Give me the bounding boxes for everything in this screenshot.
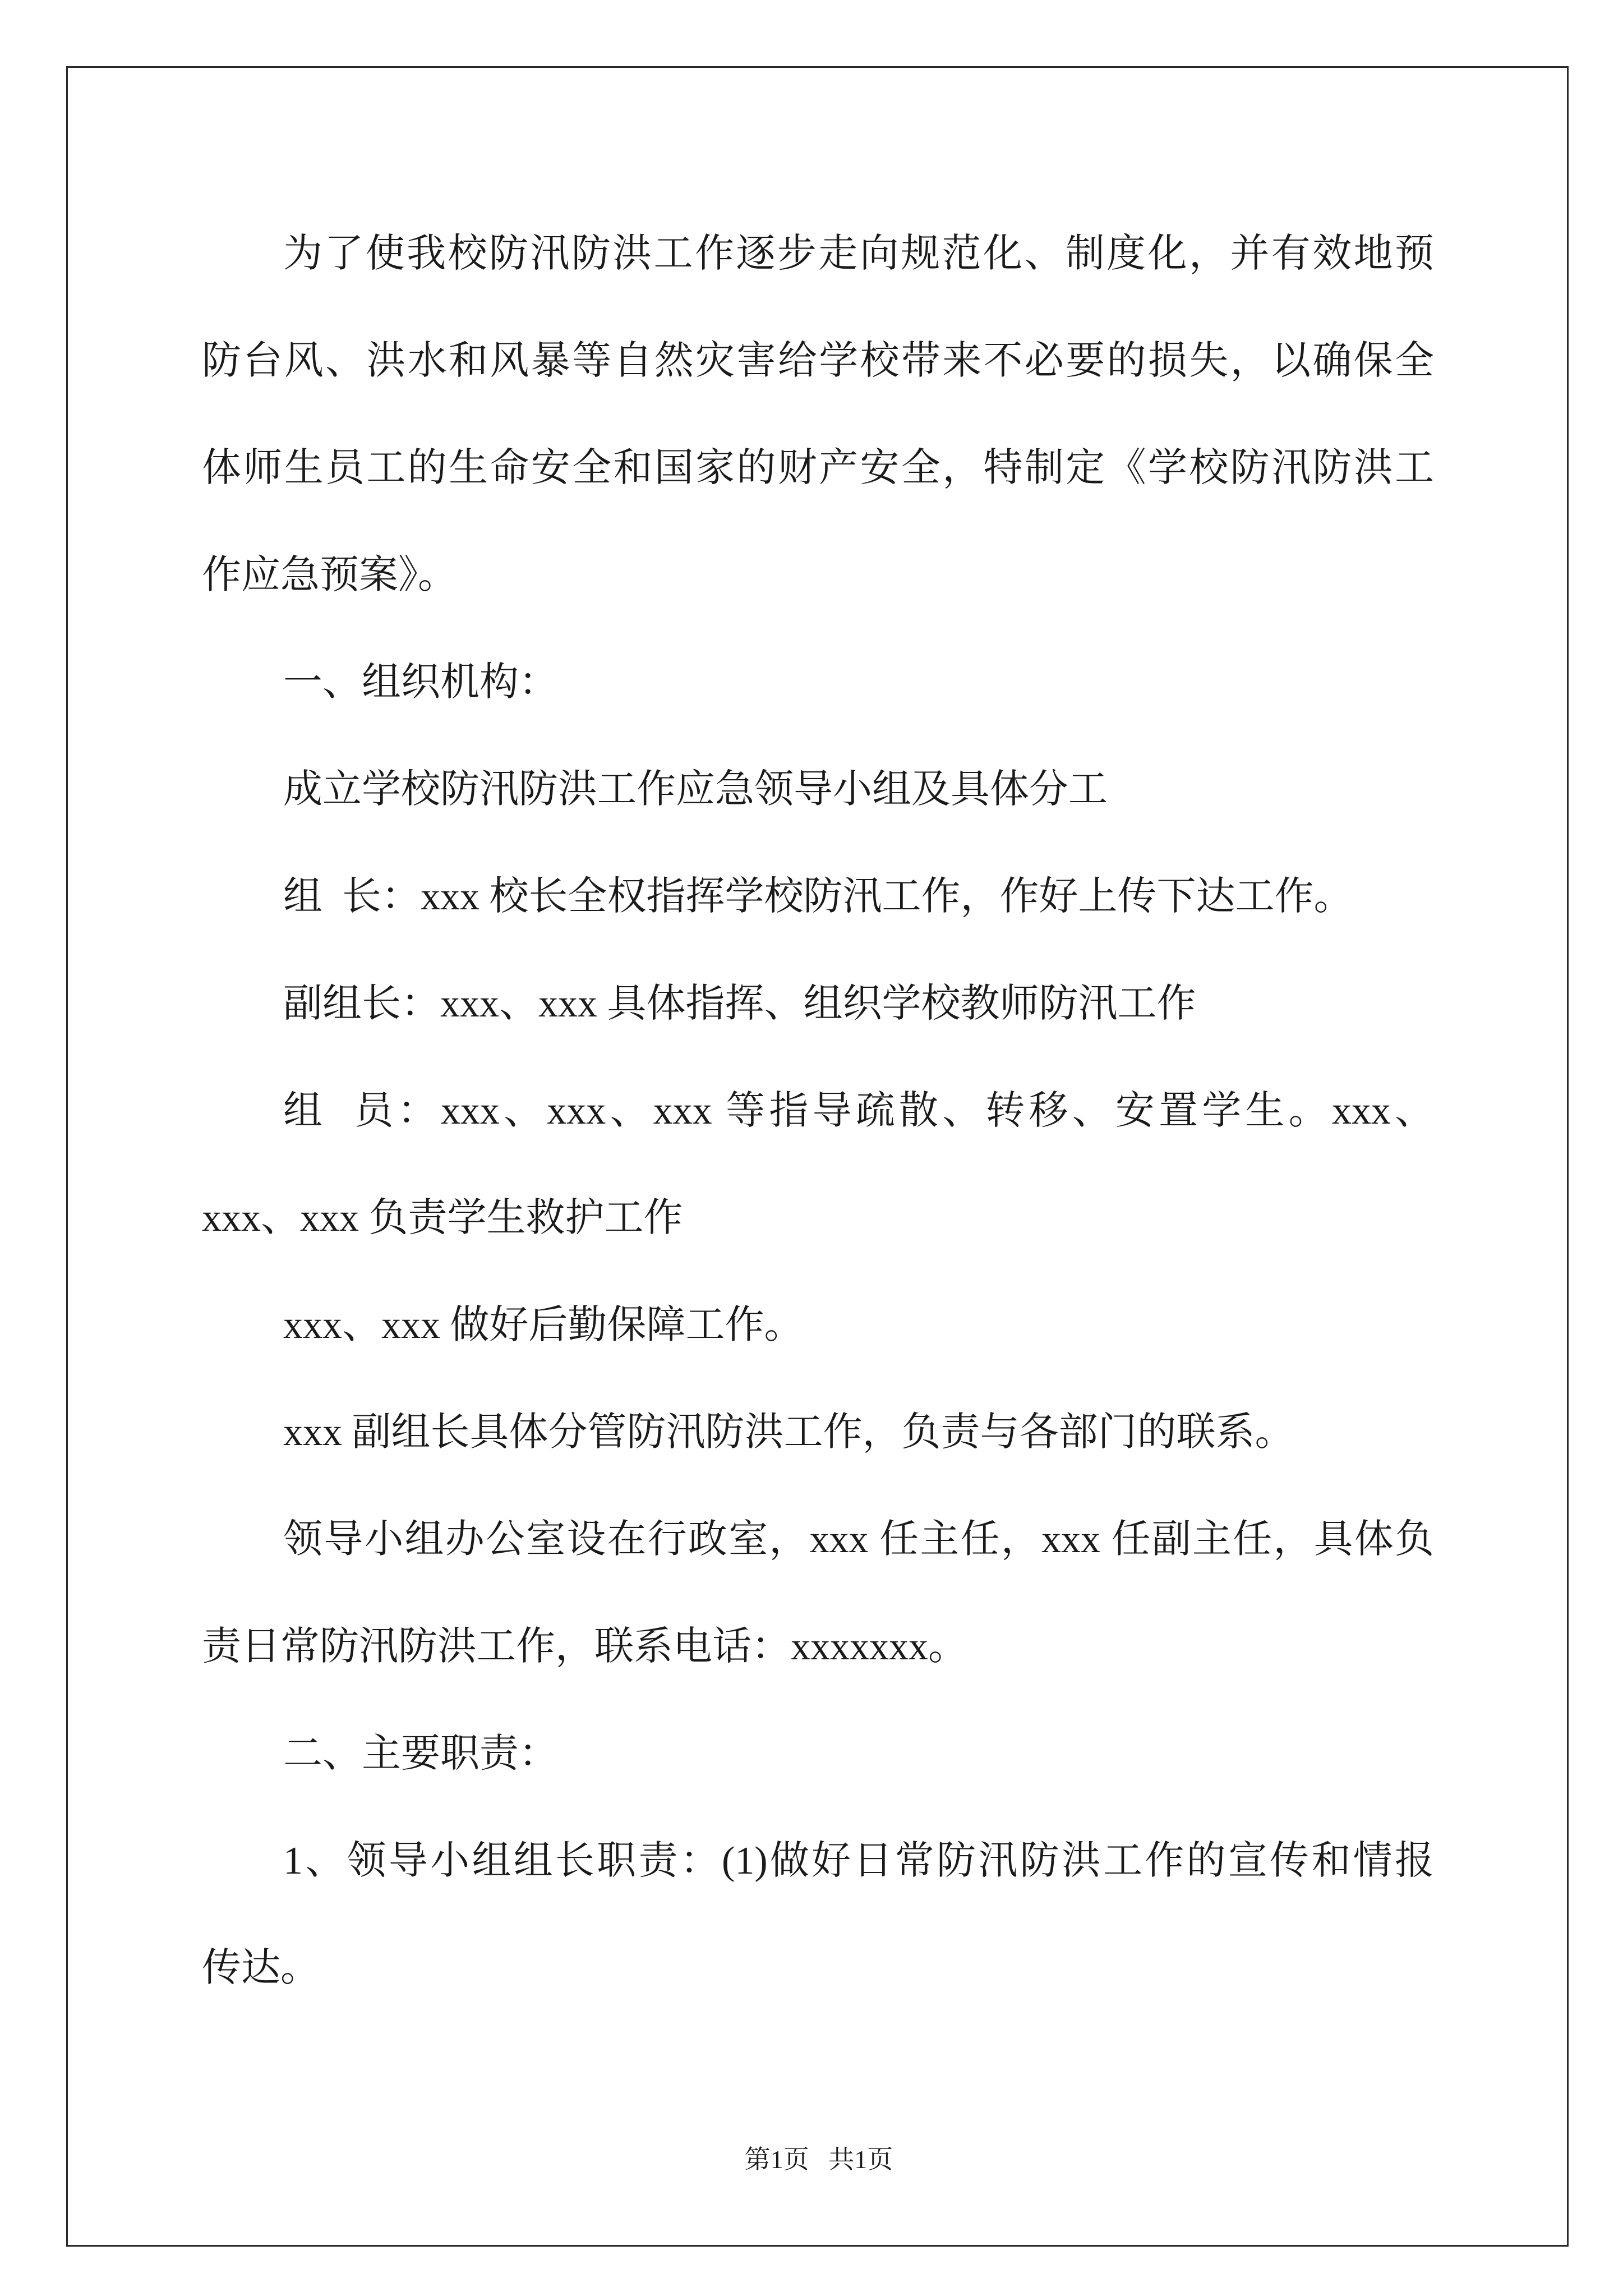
text-line: xxx、xxx 做好后勤保障工作。 [283, 1304, 804, 1347]
paragraph-logistics [202, 1272, 1434, 1379]
text-line: 责日常防汛防洪工作，联系电话：xxxxxxx。 [202, 1625, 967, 1668]
paragraph-intro [202, 200, 1434, 629]
text-line: 防台风、洪水和风暴等自然灾害给学校带来不必要的损失，以确保全 [202, 339, 1434, 383]
page-footer: 第1页 共1页 [744, 2145, 893, 2174]
text-line: 1、领导小组组长职责：(1)做好日常防汛防洪工作的宣传和情报 [283, 1839, 1434, 1883]
paragraph-members [202, 1057, 1434, 1272]
text-line: 二、主要职责： [283, 1732, 558, 1775]
paragraph-leader-duties [202, 1807, 1434, 2022]
text-line: 体师生员工的生命安全和国家的财产安全，特制定《学校防汛防洪工 [202, 447, 1434, 490]
section-heading-organization [202, 629, 1434, 736]
text-line: xxx 副组长具体分管防汛防洪工作，负责与各部门的联系。 [283, 1411, 1294, 1454]
paragraph-deputy-duty [202, 1379, 1434, 1486]
paragraph-leader [202, 843, 1434, 950]
text-line: 成立学校防汛防洪工作应急领导小组及具体分工 [283, 768, 1108, 811]
paragraph-deputy-leader [202, 950, 1434, 1057]
paragraph-office [202, 1486, 1434, 1700]
document-body [202, 200, 1434, 2022]
text-line: 副组长：xxx、xxx 具体指挥、组织学校教师防汛工作 [283, 982, 1196, 1025]
text-line: 传达。 [202, 1947, 320, 1990]
text-line: 组 员：xxx、xxx、xxx 等指导疏散、转移、安置学生。xxx、 [283, 1089, 1434, 1133]
text-line: 组 长：xxx 校长全权指挥学校防汛工作，作好上传下达工作。 [283, 875, 1353, 918]
paragraph-setup [202, 736, 1434, 843]
text-line: xxx、xxx 负责学生救护工作 [202, 1197, 683, 1240]
text-line: 一、组织机构： [283, 661, 558, 704]
text-line: 作应急预案》。 [202, 554, 457, 597]
text-line: 领导小组办公室设在行政室，xxx 任主任，xxx 任副主任，具体负 [283, 1518, 1434, 1561]
section-heading-duties [202, 1700, 1434, 1807]
text-line: 为了使我校防汛防洪工作逐步走向规范化、制度化，并有效地预 [283, 232, 1434, 275]
